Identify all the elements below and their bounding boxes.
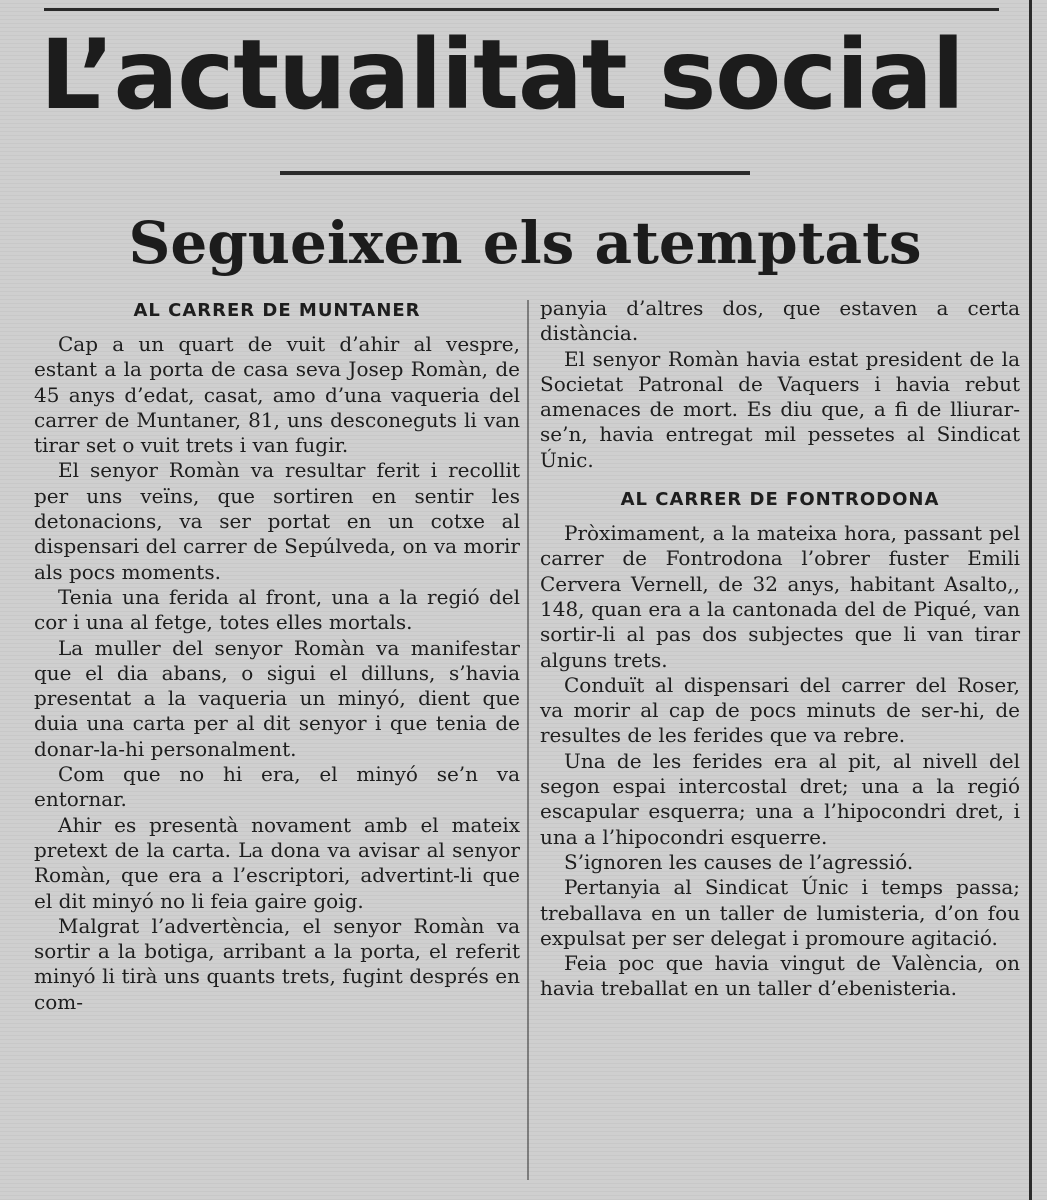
top-rule bbox=[44, 8, 999, 11]
paragraph: Feia poc que havia vingut de València, on havia treballat en un taller d’ebenisteria. bbox=[540, 951, 1020, 1001]
paragraph: Cap a un quart de vuit d’ahir al vespre, estant a la porta de casa seva Josep Romàn, de 45 anys d’edat, casat, amo d’una vaqueria del carrer de Muntaner, 81, uns desconeguts li van tirar set o vuit trets i van fugir. bbox=[34, 332, 520, 458]
paragraph: Pertanyia al Sindicat Únic i temps passa; treballava en un taller de lumisteria, d’on fou expulsat per ser delegat i promoure agitació. bbox=[540, 875, 1020, 950]
column-divider bbox=[527, 300, 529, 1180]
left-column bbox=[34, 292, 520, 1015]
masthead-title: L’actualitat social bbox=[40, 19, 964, 131]
paragraph: La muller del senyor Romàn va manifestar que el dia abans, o sigui el dilluns, s’havia presentat a la vaqueria un minyó, dient que duia una carta per al dit senyor i que tenia de donar-la-hi personalment. bbox=[34, 635, 520, 761]
paragraph: Malgrat l’advertència, el senyor Romàn va sortir a la botiga, arribant a la porta, el referit minyó li tirà uns quants trets, fugint després en com- bbox=[34, 913, 520, 1014]
paragraph: El senyor Romàn va resultar ferit i recollit per uns veïns, que sortiren en sentir les detonacions, va ser portat en un cotxe al dispensari del carrer de Sepúlveda, on va morir als pocs moments. bbox=[34, 458, 520, 584]
right-column-rule bbox=[1029, 0, 1032, 1200]
paragraph: Com que no hi era, el minyó se’n va entornar. bbox=[34, 762, 520, 812]
right-column bbox=[540, 296, 1020, 1002]
section-heading: AL CARRER DE MUNTANER bbox=[133, 300, 421, 321]
paragraph-continuation: panyia d’altres dos, que estaven a certa distància. bbox=[540, 296, 1020, 346]
paragraph: Tenia una ferida al front, una a la regió del cor i una al fetge, totes elles mortals. bbox=[34, 584, 520, 635]
paragraph: Pròximament, a la mateixa hora, passant pel carrer de Fontrodona l’obrer fuster Emili Cervera Vernell, de 32 anys, habitant Asalto,, 148, quan era a la cantonada del de Piqué, van sortir-li al pas dos subjectes que li van tirar alguns trets. bbox=[540, 521, 1020, 672]
paragraph: El senyor Romàn havia estat president de la Societat Patronal de Vaquers i havia rebut amenaces de mort. Es diu que, a fi de lliurar-se’n, havia entregat mil pessetes al Sindicat Únic. bbox=[540, 346, 1020, 472]
paragraph: S’ignoren les causes de l’agressió. bbox=[564, 849, 914, 874]
paragraph: Una de les ferides era al pit, al nivell del segon espai intercostal dret; una a la regió escapular esquerra; una a l’hipocondri dret, i una a l’hipocondri esquerre. bbox=[540, 748, 1020, 849]
paragraph: Conduït al dispensari del carrer del Roser, va morir al cap de pocs minuts de ser-hi, de resultes de les ferides que va rebre. bbox=[540, 672, 1020, 748]
masthead-underline bbox=[280, 171, 750, 175]
paragraph: Ahir es presentà novament amb el mateix pretext de la carta. La dona va avisar al senyor Romàn, que era a l’escriptori, advertint-li que el dit minyó no li feia gaire goig. bbox=[34, 812, 520, 913]
section-heading: AL CARRER DE FONTRODONA bbox=[620, 489, 940, 511]
article-headline: Segueixen els atemptats bbox=[128, 209, 922, 277]
